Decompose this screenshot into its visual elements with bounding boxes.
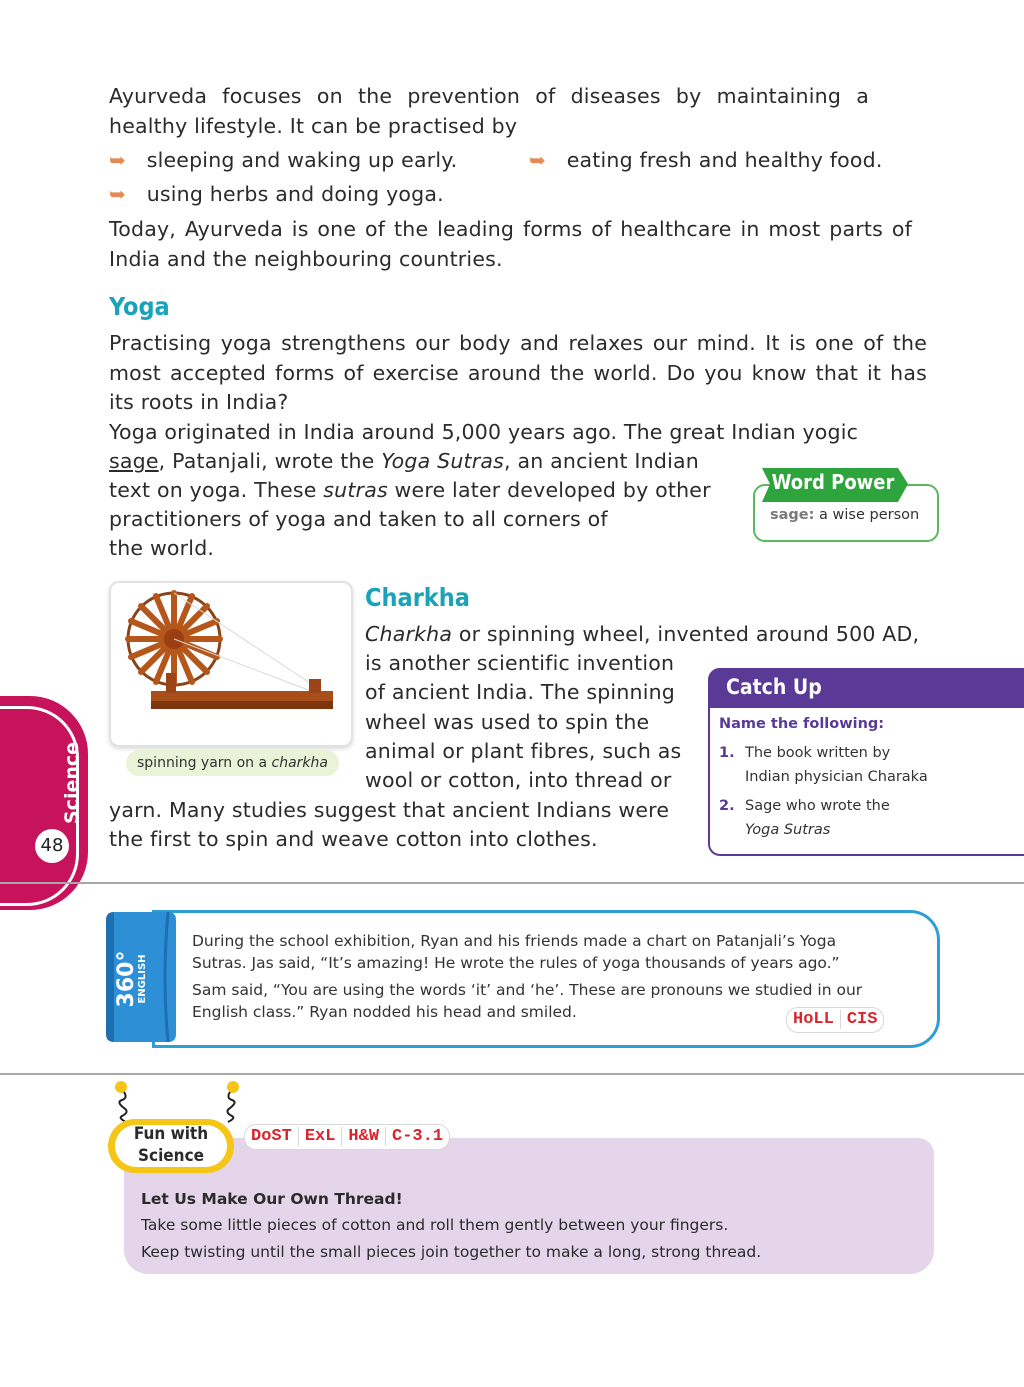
- charkha-line: yarn. Many studies suggest that ancient Indians were: [109, 798, 670, 822]
- question-number: 2.: [719, 798, 735, 814]
- activity-line: Take some little pieces of cotton and roll them gently between your fingers.: [141, 1216, 729, 1234]
- word-power-definition: sage: a wise person: [770, 507, 920, 523]
- activity-line: Keep twisting until the small pieces join together to make a long, strong thread.: [141, 1243, 762, 1261]
- charkha-line: wool or cotton, into thread or: [365, 768, 672, 792]
- charkha-line: Charkha or spinning wheel, invented around 500 AD,: [365, 622, 920, 646]
- ayurveda-intro: Ayurveda focuses on the prevention of diseases by maintaining a healthy lifestyle. It can be practised by: [109, 84, 869, 138]
- arrow-icon: ➥: [109, 182, 126, 206]
- activity-title: Let Us Make Our Own Thread!: [141, 1190, 403, 1208]
- catch-up-title: Catch Up: [726, 675, 822, 699]
- english-text-line: Sam said, “You are using the words ‘it’ and ‘he’. These are pronouns we studied in our: [192, 981, 863, 999]
- charkha-line: animal or plant fibres, such as: [365, 739, 682, 763]
- yoga-para2-line: practitioners of yoga and taken to all corners of: [109, 507, 608, 531]
- section-divider: [0, 882, 1024, 884]
- catch-up-subtitle: Name the following:: [719, 716, 885, 732]
- bullet-item: ➥ using herbs and doing yoga.: [109, 182, 444, 206]
- yoga-heading: Yoga: [109, 292, 170, 321]
- question-item: The book written by Indian physician Charaka: [745, 745, 928, 785]
- tag: H&W: [342, 1127, 386, 1146]
- subject-label: Science: [61, 741, 83, 824]
- tag: CIS: [846, 1010, 878, 1029]
- arrow-icon: ➥: [529, 148, 546, 172]
- yoga-para2-line: the world.: [109, 536, 215, 560]
- skill-tags: [786, 1007, 884, 1033]
- ayurveda-closing: Today, Ayurveda is one of the leading forms of healthcare in most parts of India and the neighbouring countries.: [109, 217, 912, 271]
- charkha-line: of ancient India. The spinning: [365, 680, 676, 704]
- yoga-para2-line: Yoga originated in India around 5,000 years ago. The great Indian yogic: [109, 420, 859, 444]
- charkha-line: wheel was used to spin the: [365, 710, 650, 734]
- yoga-para2-line: sage, Patanjali, wrote the Yoga Sutras, an ancient Indian: [109, 449, 699, 473]
- english-text-line: During the school exhibition, Ryan and his friends made a chart on Patanjali’s Yoga: [192, 932, 837, 950]
- sage-word: sage: [109, 449, 159, 473]
- page-number: 48: [35, 829, 69, 863]
- bullet-item: ➥ sleeping and waking up early.: [109, 148, 458, 172]
- english-text-line: English class.” Ryan nodded his head and smiled.: [192, 1003, 577, 1021]
- tag: HoLL: [787, 1010, 841, 1029]
- charkha-heading: Charkha: [365, 583, 470, 612]
- english-text-line: Sutras. Jas said, “It’s amazing! He wrote the rules of yoga thousands of years ago.”: [192, 954, 840, 972]
- skill-tags: [244, 1124, 450, 1150]
- tag: ExL: [299, 1127, 343, 1146]
- tag: C-3.1: [392, 1127, 444, 1146]
- yoga-para2-line: text on yoga. These sutras were later developed by other: [109, 478, 711, 502]
- antenna-icon: [112, 1080, 242, 1124]
- yoga-para1: Practising yoga strengthens our body and relaxes our mind. It is one of the most accepted forms of exercise around the world. Do you know that it has its roots in India?: [109, 331, 927, 414]
- question-item: Sage who wrote the Yoga Sutras: [745, 798, 890, 838]
- photo-caption: spinning yarn on a charkha: [126, 750, 339, 776]
- charkha-line: the first to spin and weave cotton into clothes.: [109, 827, 598, 851]
- question-number: 1.: [719, 745, 735, 761]
- bullet-item: ➥ eating fresh and healthy food.: [529, 148, 883, 172]
- fun-badge-title: Fun with Science: [133, 1124, 209, 1166]
- tag: DoST: [245, 1127, 299, 1146]
- arrow-icon: ➥: [109, 148, 126, 172]
- word-power-title: Word Power: [771, 470, 895, 494]
- charkha-image: [111, 583, 351, 745]
- section-divider: [0, 1073, 1024, 1075]
- charkha-line: is another scientific invention: [365, 651, 675, 675]
- charkha-photo: [109, 581, 353, 747]
- english-360-label: 360° ENGLISH: [114, 950, 148, 1008]
